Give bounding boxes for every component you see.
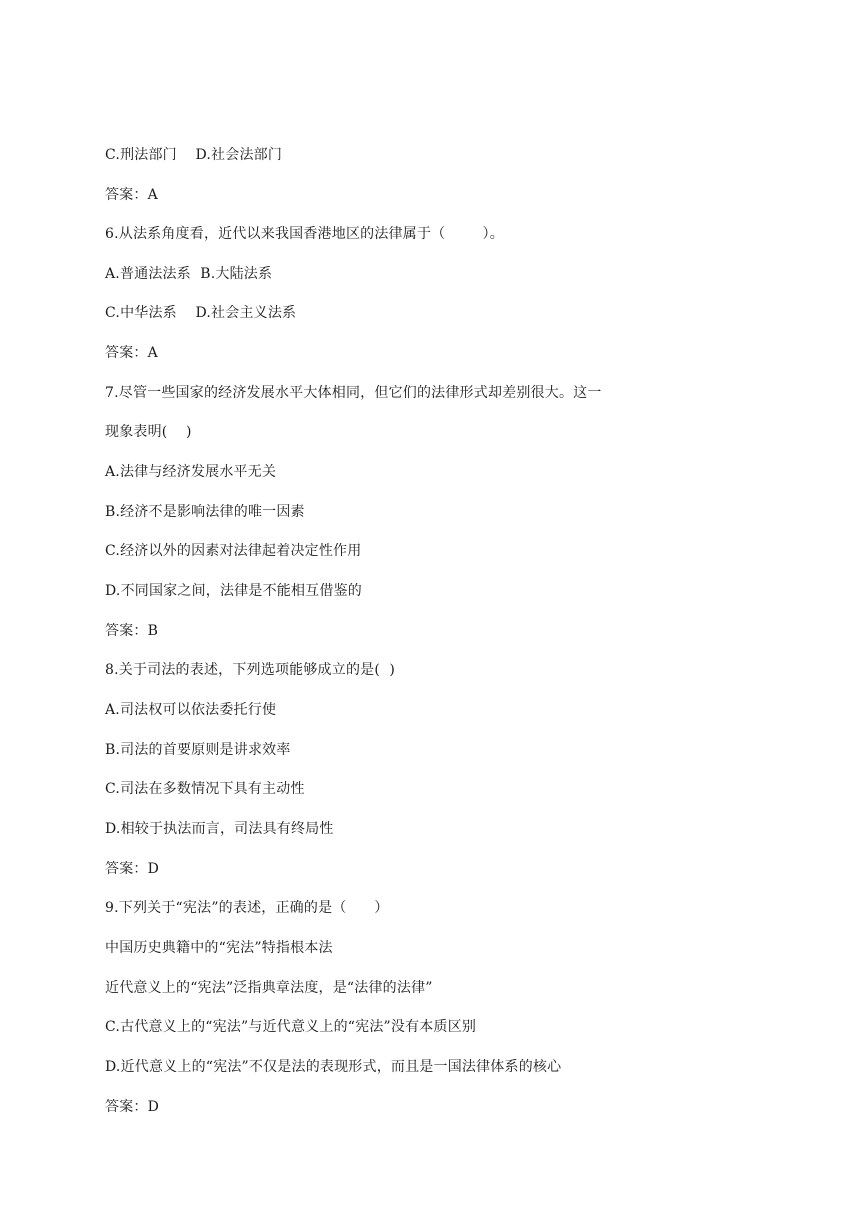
q7-option-c: C.经济以外的因素对法律起着决定性作用 xyxy=(105,543,362,559)
q9-answer: 答案：D xyxy=(105,1099,160,1115)
q9-option-c: C.古代意义上的“宪法”与近代意义上的“宪法”没有本质区别 xyxy=(105,1019,477,1035)
q5-options-cd: C.刑法部门 D.社会法部门 xyxy=(105,147,283,163)
q7-answer: 答案：B xyxy=(105,623,159,639)
q7-question-line1: 7.尽管一些国家的经济发展水平大体相同，但它们的法律形式却差别很大。这一 xyxy=(105,385,602,401)
q7-option-b: B.经济不是影响法律的唯一因素 xyxy=(105,504,305,520)
q7-option-d: D.不同国家之间，法律是不能相互借鉴的 xyxy=(105,583,362,599)
q8-option-c: C.司法在多数情况下具有主动性 xyxy=(105,781,305,797)
q9-option-b: 近代意义上的“宪法”泛指典章法度，是“法律的法律” xyxy=(105,980,433,996)
q9-option-a: 中国历史典籍中的“宪法”特指根本法 xyxy=(105,940,333,956)
q6-options-ab: A.普通法法系 B.大陆法系 xyxy=(105,266,273,282)
q9-option-d: D.近代意义上的“宪法”不仅是法的表现形式，而且是一国法律体系的核心 xyxy=(105,1059,562,1075)
q6-question: 6.从法系角度看，近代以来我国香港地区的法律属于（ ）。 xyxy=(105,226,504,242)
q5-answer: 答案：A xyxy=(105,187,158,203)
q6-answer: 答案：A xyxy=(105,345,158,361)
q6-options-cd: C.中华法系 D.社会主义法系 xyxy=(105,305,297,321)
q8-question: 8.关于司法的表述，下列选项能够成立的是( ) xyxy=(105,662,395,678)
q8-answer: 答案：D xyxy=(105,861,160,877)
q7-option-a: A.法律与经济发展水平无关 xyxy=(105,464,277,480)
q9-question: 9.下列关于“宪法”的表述，正确的是（ ） xyxy=(105,900,389,916)
q8-option-a: A.司法权可以依法委托行使 xyxy=(105,702,277,718)
q7-question-line2: 现象表明( ) xyxy=(105,424,192,440)
q8-option-b: B.司法的首要原则是讲求效率 xyxy=(105,742,291,758)
q8-option-d: D.相较于执法而言，司法具有终局性 xyxy=(105,821,334,837)
